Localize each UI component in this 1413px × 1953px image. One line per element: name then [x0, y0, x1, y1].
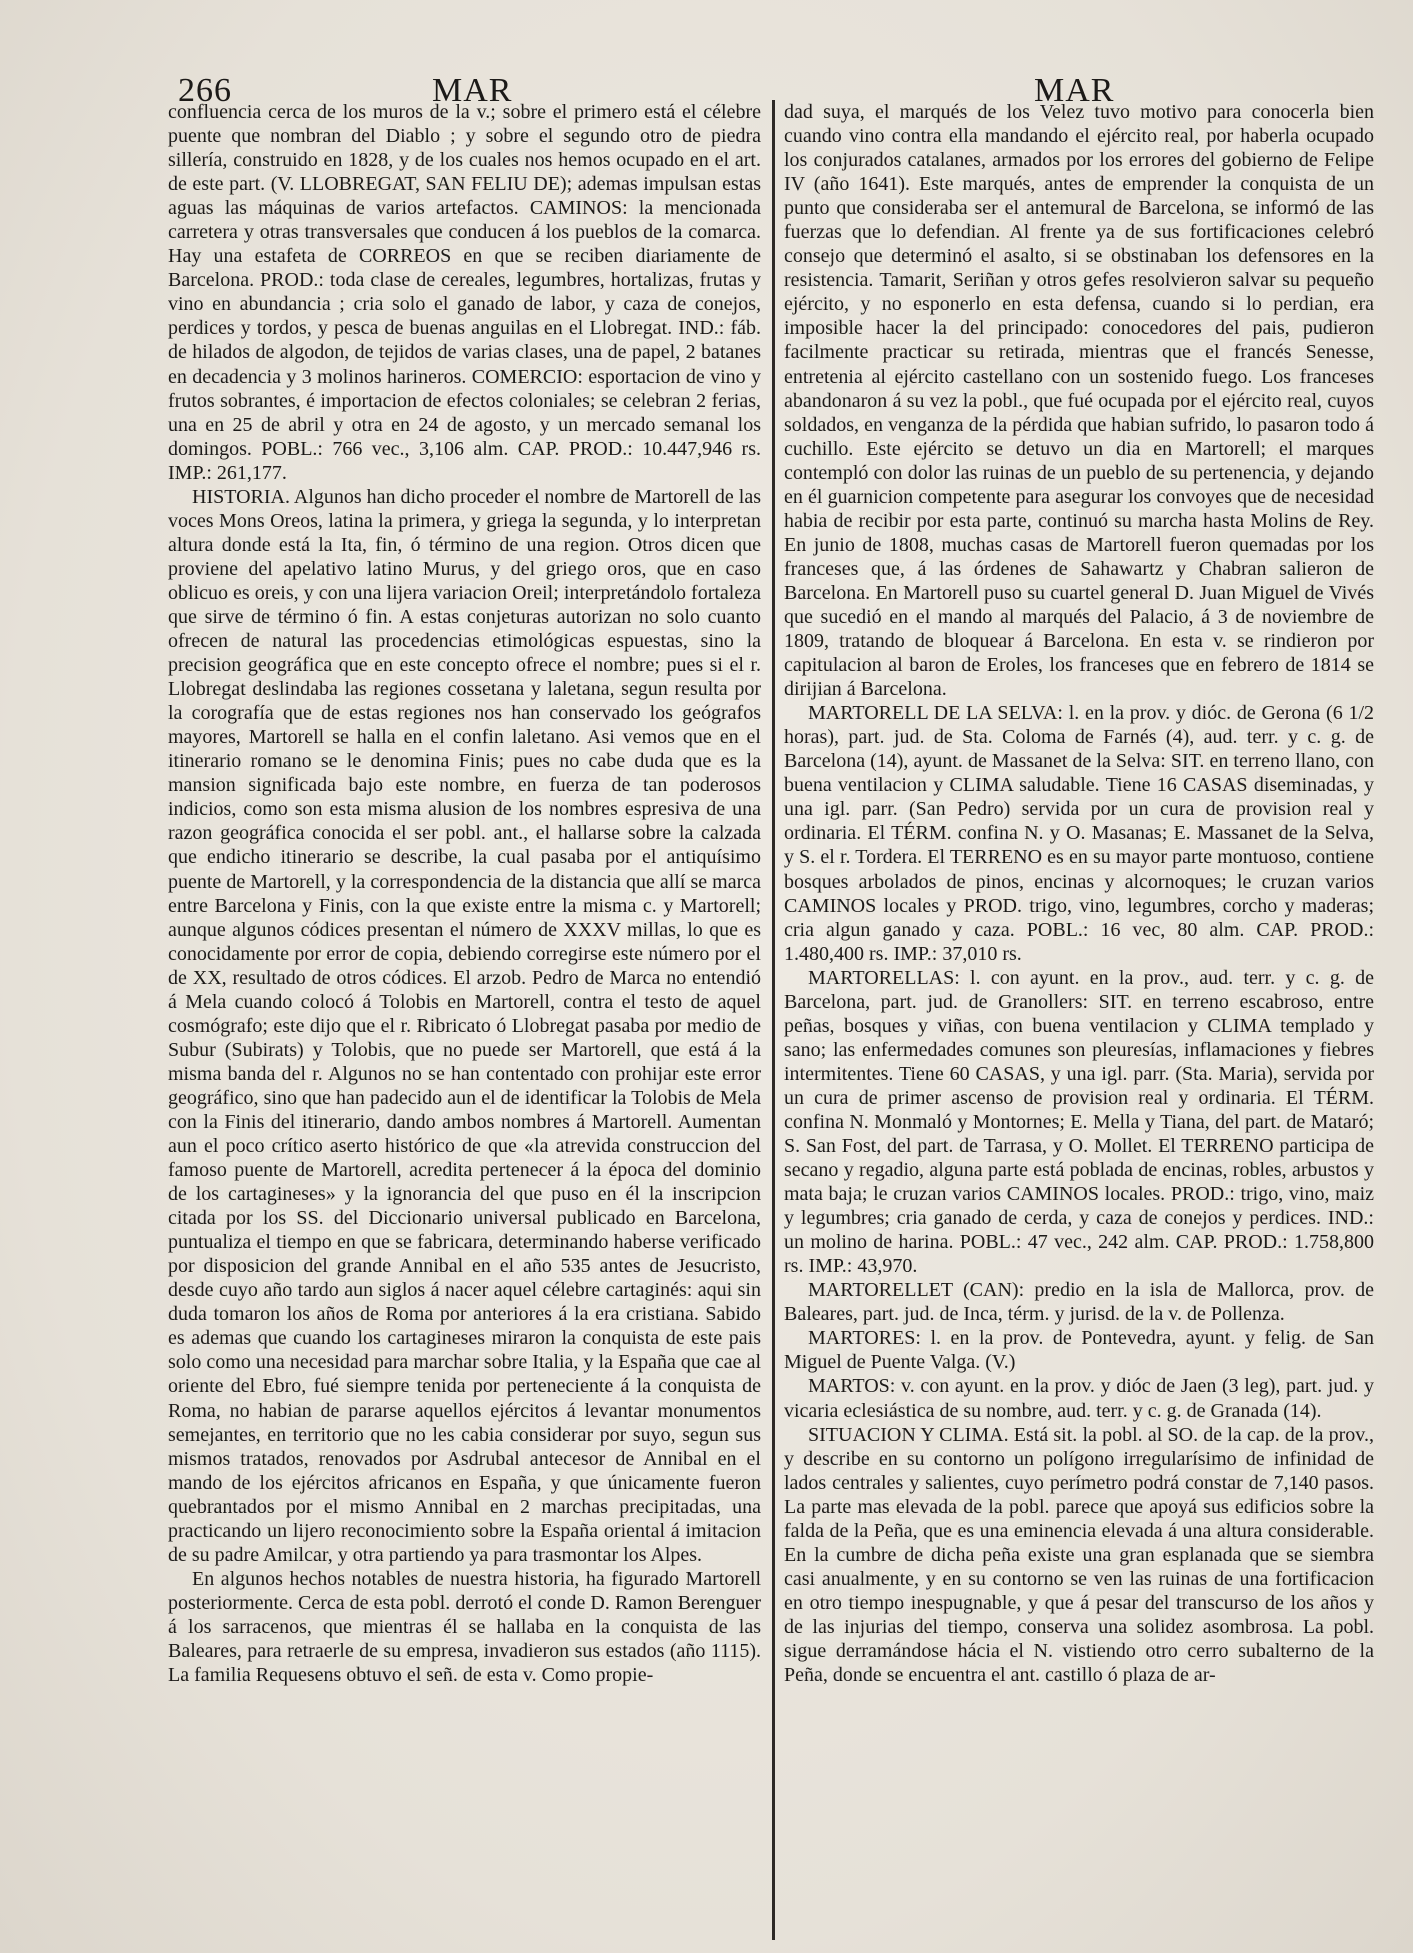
entry-martorell-de-la-selva: MARTORELL DE LA SELVA: l. en la prov. y dióc. de Gerona (6 1/2 horas), part. jud. de Sta. Coloma de Farnés (4), aud. terr. y c. g. de Barcelona (14), ayunt. de Massanet de la Selva: SIT. en terreno llano, con buena ventilacion y CLIMA saludable. Tiene 16 CASAS diseminadas, y una igl. parr. (San Pedro) servida por un cura de provision real y ordinaria. El TÉRM. confina N. y O. Masanas; E. Massanet de la Selva, y S. el r. Tordera. El TERRENO es en su mayor parte montuoso, contiene bosques arbolados de pinos, encinas y alcornoques; le cruzan varios CAMINOS locales y PROD. trigo, vino, legumbres, corcho y maderas; cria algun ganado y caza. POBL.: 16 vec, 80 alm. CAP. PROD.: 1.480,400 rs. IMP.: 37,010 rs. [784, 702, 1374, 965]
column-divider [772, 100, 775, 1940]
paragraph-martorell-intro: confluencia cerca de los muros de la v.; sobre el primero está el célebre puente que nombran del Diablo ; y sobre el segundo otro de piedra sillería, construido en 1828, y de los cuales nos hemos ocupado en el art. de este part. (V. LLOBREGAT, SAN FELIU DE); ademas impulsan estas aguas las máquinas de varios artefactos. CAMINOS: la mencionada carretera y otras transversales que conducen á los pueblos de la comarca. Hay una estafeta de CORREOS en que se reciben diariamente de Barcelona. PROD.: toda clase de cereales, legumbres, hortalizas, frutas y vino en abundancia ; cria solo el ganado de labor, y caza de conejos, perdices y tordos, y pesca de buenas anguilas en el Llobregat. IND.: fáb. de hilados de algodon, de tejidos de varias clases, una de papel, 2 batanes en decadencia y 3 molinos harineros. COMERCIO: esportacion de vino y frutos sobrantes, é importacion de efectos coloniales; se celebran 2 ferias, una en 25 de abril y otra en 24 de agosto, y un mercado semanal los domingos. POBL.: 766 vec., 3,106 alm. CAP. PROD.: 10.447,946 rs. IMP.: 261,177. [168, 101, 761, 484]
paragraph-hechos-notables: En algunos hechos notables de nuestra historia, ha figurado Martorell posteriormente. Cerca de esta pobl. derrotó el conde D. Ramon Berenguer á los sarracenos, que mientras él se hallaba en la conquista de las Baleares, para retraerle de su empresa, invadieron sus estados (año 1115). La familia Requesens obtuvo el señ. de esta v. Como propie- [168, 1567, 761, 1687]
right-running-head: MAR [1034, 72, 1115, 109]
left-column [168, 100, 761, 1687]
page-number: 266 [178, 72, 232, 109]
entry-martorellet: MARTORELLET (CAN): predio en la isla de Mallorca, prov. de Baleares, part. jud. de Inca, térm. y jurisd. de la v. de Pollenza. [784, 1279, 1374, 1326]
left-running-head: MAR [432, 72, 513, 109]
paragraph-marques-velez: dad suya, el marqués de los Velez tuvo motivo para conocerla bien cuando vino contra ella mandando el ejército real, por haberla ocupado los conjurados catalanes, armados por los errores del gobierno de Felipe IV (año 1641). Este marqués, antes de emprender la conquista de un punto que consideraba ser el antemural de Barcelona, se informó de las fuerzas que lo defendian. Al frente ya de sus fortificaciones celebró consejo que determinó el asalto, si se obstinaban los defensores en la resistencia. Tamarit, Seriñan y otros gefes resolvieron salvar su pequeño ejército, y no esponerlo en esta defensa, cuando si lo perdian, era imposible hacer la del principado: conocedores del pais, pudieron facilmente practicar su retirada, mientras que el francés Senesse, entretenia al ejército castellano con un sostenido fuego. Los franceses abandonaron á su vez la pobl., que fué ocupada por el ejército real, cuyos soldados, en venganza de la pérdida que habian sufrido, lo pasaron todo á cuchillo. Este ejército se detuvo un dia en Martorell; el marques contempló con dolor las ruinas de un pueblo de su pertenencia, y dejando en él guarnicion competente para asegurar los convoyes que de necesidad habia de recibir por esta parte, continuó su marcha hasta Molins de Rey. En junio de 1808, muchas casas de Martorell fueron quemadas por los franceses que, á las órdenes de Sahawartz y Chabran salieron de Barcelona. En Martorell puso su cuartel general D. Juan Miguel de Vivés que sucedió en el mando al marqués del Palacio, á 3 de noviembre de 1809, tratando de bloquear á Barcelona. En esta v. se rindieron por capitulacion al baron de Eroles, los franceses que en febrero de 1814 se dirijian á Barcelona. [784, 101, 1374, 701]
paragraph-historia: HISTORIA. Algunos han dicho proceder el nombre de Martorell de las voces Mons Oreos, latina la primera, y griega la segunda, y lo interpretan altura donde está la Ita, fin, ó término de una region. Otros dicen que proviene del apelativo latino Murus, y del griego oros, que en caso oblicuo es oreis, y con una lijera variacion Oreil; interpretándolo fortaleza que sirve de término ó fin. A estas conjeturas autorizan no solo cuanto ofrecen de natural las procedencias etimológicas espuestas, sino la precision geográfica que en este concepto ofrece el nombre; pues si el r. Llobregat deslindaba las regiones cossetana y laletana, segun resulta por la corografía que de estas regiones nos han conservado los geógrafos mayores, Martorell se halla en el confin laletano. Asi vemos que en el itinerario romano se le denomina Finis; pues no cabe duda que es la mansion significada bajo este nombre, en fuerza de tan poderosos indicios, como son esta misma alusion de los nombres espresiva de una razon geográfica conocida el ser pobl. ant., el hallarse sobre la calzada que endicho itinerario se describe, la cual pasaba por el antiquísimo puente de Martorell, y la correspondencia de la distancia que allí se marca entre Barcelona y Finis, con la que existe entre la misma c. y Martorell; aunque algunos códices presentan el número de XXXV millas, lo que es conocidamente por error de copia, debiendo corregirse este número por el de XX, resultado de otros códices. El arzob. Pedro de Marca no entendió á Mela cuando colocó á Tolobis en Martorell, contra el testo de aquel cosmógrafo; este dijo que el r. Ribricato ó Llobregat pasaba por medio de Subur (Subirats) y Tolobis, que no puede ser Martorell, que está á la misma banda del r. Algunos no se han contentado con prohijar este error geográfico, sino que han padecido aun el de identificar la Tolobis de Mela con la Finis del itinerario, dando ambos nombres á Martorell. Aumentan aun el poco crítico aserto histórico de que «la atrevida construccion del famoso puente de Martorell, acredita pertenecer á la época del dominio de los cartagineses» y la ignorancia del que puso en él la inscripcion citada por los SS. del Diccionario universal publicado en Barcelona, puntualiza el tiempo en que se fabricara, determinando haberse verificado por disposicion del grande Annibal en el año 535 antes de Jesucristo, desde cuyo año tardo aun siglos á nacer aquel célebre cartaginés: aqui sin duda tomaron los años de Roma por anteriores á la era cristiana. Sabido es ademas que cuando los cartagineses miraron la conquista de este pais solo como una necesidad para marchar sobre Italia, y la España que cae al oriente del Ebro, fué siempre tenida por perteneciente á la conquista de Roma, no habian de pararse aquellos ejércitos á levantar monumentos semejantes, en territorio que no les cabia considerar por suyo, segun sus mismos tratados, renovados por Asdrubal antecesor de Annibal en el mando de los ejércitos africanos en España, y que únicamente fueron quebrantados por el mismo Annibal en 2 marchas precipitadas, una practicando un lijero reconocimiento sobre la España oriental á imitacion de su padre Amilcar, y otra partiendo ya para trasmontar los Alpes. [168, 485, 761, 1566]
entry-martorellas: MARTORELLAS: l. con ayunt. en la prov., aud. terr. y c. g. de Barcelona, part. jud. de Granollers: SIT. en terreno escabroso, entre peñas, bosques y viñas, con buena ventilacion y CLIMA templado y sano; las enfermedades comunes son pleuresías, inflamaciones y fiebres intermitentes. Tiene 60 CASAS, y una igl. parr. (Sta. Maria), servida por un cura de primer ascenso de provision real y ordinaria. El TÉRM. confina N. Monmaló y Montornes; E. Mella y Tiana, del part. de Mataró; S. San Fost, del part. de Tarrasa, y O. Mollet. El TERRENO participa de secano y regadio, alguna parte está poblada de encinas, robles, arbustos y mata baja; le cruzan varios CAMINOS locales. PROD.: trigo, vino, maiz y legumbres; cria ganado de cerda, y caza de conejos y perdices. IND.: un molino de harina. POBL.: 47 vec., 242 alm. CAP. PROD.: 1.758,800 rs. IMP.: 43,970. [784, 966, 1374, 1278]
right-column [784, 100, 1374, 1687]
entry-martores: MARTORES: l. en la prov. de Pontevedra, ayunt. y felig. de San Miguel de Puente Valga. (V.) [784, 1327, 1374, 1374]
entry-martos: MARTOS: v. con ayunt. en la prov. y dióc de Jaen (3 leg), part. jud. y vicaria eclesiástica de su nombre, aud. terr. y c. g. de Granada (14). [784, 1375, 1374, 1422]
paragraph-situacion-y-clima: SITUACION Y CLIMA. Está sit. la pobl. al SO. de la cap. de la prov., y describe en su contorno un polígono irregularísimo de infinidad de lados centrales y salientes, cuyo perímetro podrá constar de 7,140 pasos. La parte mas elevada de la pobl. parece que apoyá sus edificios sobre la falda de la Peña, que es una eminencia elevada á una altura considerable. En la cumbre de dicha peña existe una gran esplanada que se siembra casi anualmente, y en su contorno se ven las ruinas de una fortificacion en otro tiempo inespugnable, y que á pesar del transcurso de los años y de las injurias del tiempo, conserva una solidez asombrosa. La pobl. sigue derramándose hácia el N. vistiendo otro cerro subalterno de la Peña, donde se encuentra el ant. castillo ó plaza de ar- [784, 1423, 1374, 1687]
